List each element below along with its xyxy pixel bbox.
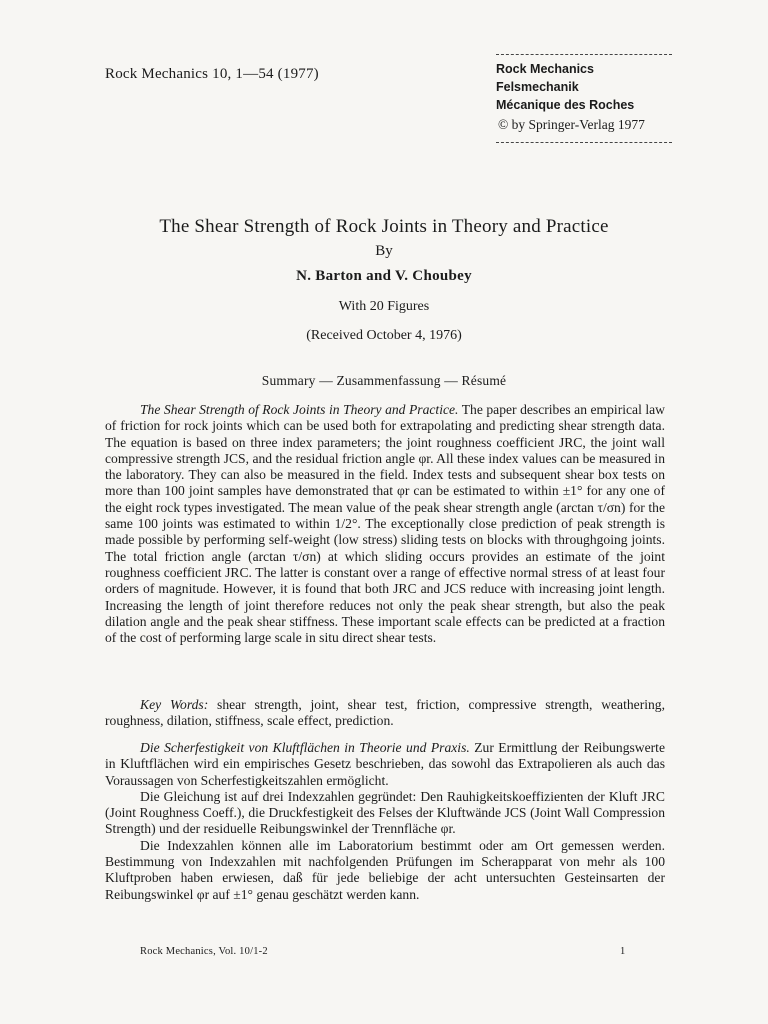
publisher-bottom-rule (496, 142, 672, 143)
english-abstract-paragraph (105, 402, 665, 646)
german-abstract-paragraph-2: Die Gleichung ist auf drei Indexzahlen gegründet: Den Rauhigkeitskoeffizienten der Kluft JRC (Joint Roughness Coeff.), die Druckfestigkeit des Felses der Kluftwände JCS (Joint Wall Compression Strength) und der residuelle Reibungswinkel der Trennfläche φr. (105, 788, 665, 837)
by-line: By (375, 243, 393, 259)
copyright-notice: © by Springer-Verlag 1977 (498, 117, 645, 132)
publisher-box (496, 54, 672, 143)
german-abstract (105, 740, 665, 903)
publisher-top-rule (496, 54, 672, 55)
journal-reference: Rock Mechanics 10, 1—54 (1977) (105, 66, 319, 82)
publisher-line-french: Mécanique des Roches (496, 98, 635, 112)
page-number: 1 (620, 946, 626, 957)
received-date: (Received October 4, 1976) (306, 328, 462, 343)
german-abstract-text-1: Zur Ermittlung der Reibungswerte in Kluftflächen wird ein empirisches Gesetz beschrieben, das sowohl das Extrapolieren als auch das Voraussagen von Scherfestigkeitszahlen ermöglicht. (105, 740, 665, 788)
figures-note: With 20 Figures (338, 299, 430, 314)
english-abstract-title: The Shear Strength of Rock Joints in Theory and Practice. (140, 402, 459, 417)
german-abstract-paragraph-3: Die Indexzahlen können alle im Laboratorium bestimmt oder am Ort gemessen werden. Bestimmung von Indexzahlen mit nachfolgenden Prüfungen im Scherapparat von mehr als 100 Kluftproben haben erwiesen, daß für jede beliebige der acht untersuchten Gesteinsarten der Reibungswinkel φr auf ±1° genau geschätzt werden kann. (105, 837, 665, 902)
german-abstract-title: Die Scherfestigkeit von Kluftflächen in Theorie und Praxis. (140, 740, 470, 755)
authors: N. Barton and V. Choubey (296, 268, 472, 284)
footer-journal: Rock Mechanics, Vol. 10/1-2 (140, 946, 268, 957)
keywords-paragraph (105, 697, 665, 730)
summary-heading: Summary — Zusammenfassung — Résumé (261, 373, 507, 388)
english-abstract (105, 402, 665, 646)
english-abstract-text: The paper describes an empirical law of friction for rock joints which can be used both for extrapolating and predicting shear strength data. The equation is based on three index parameters; the joint roughness coefficient JRC, the joint wall compressive strength JCS, and the residual friction angle φr. All these index values can be measured in the laboratory. They can also be measured in the field. Index tests and subsequent shear box tests on more than 100 joint samples have demonstrated that φr can be estimated to within ±1° for any one of the eight rock types investigated. The mean value of the peak shear strength angle (arctan τ/σn) for the same 100 joints was estimated to within 1/2°. The exceptionally close prediction of peak strength is made possible by performing self-weight (low stress) sliding tests on blocks with throughgoing joints. The total friction angle (arctan τ/σn) at which sliding occurs provides an estimate of the joint roughness coefficient JRC. The latter is constant over a range of effective normal stress of at least four orders of magnitude. However, it is found that both JRC and JCS reduce with increasing joint length. Increasing the length of joint therefore reduces not only the peak shear strength, but also the peak dilation angle and the peak shear stiffness. These important scale effects can be predicted at a fraction of the cost of performing large scale in situ direct shear tests. (105, 402, 665, 646)
article-title: The Shear Strength of Rock Joints in Theory and Practice (159, 216, 609, 237)
german-abstract-paragraph-1 (105, 740, 665, 789)
keywords-label: Key Words: (140, 697, 209, 712)
keywords-text: shear strength, joint, shear test, friction, compressive strength, weathering, roughness, dilation, stiffness, scale effect, prediction. (105, 697, 665, 729)
keywords (105, 697, 665, 730)
publisher-line-english: Rock Mechanics (496, 62, 594, 76)
publisher-line-german: Felsmechanik (496, 80, 579, 94)
